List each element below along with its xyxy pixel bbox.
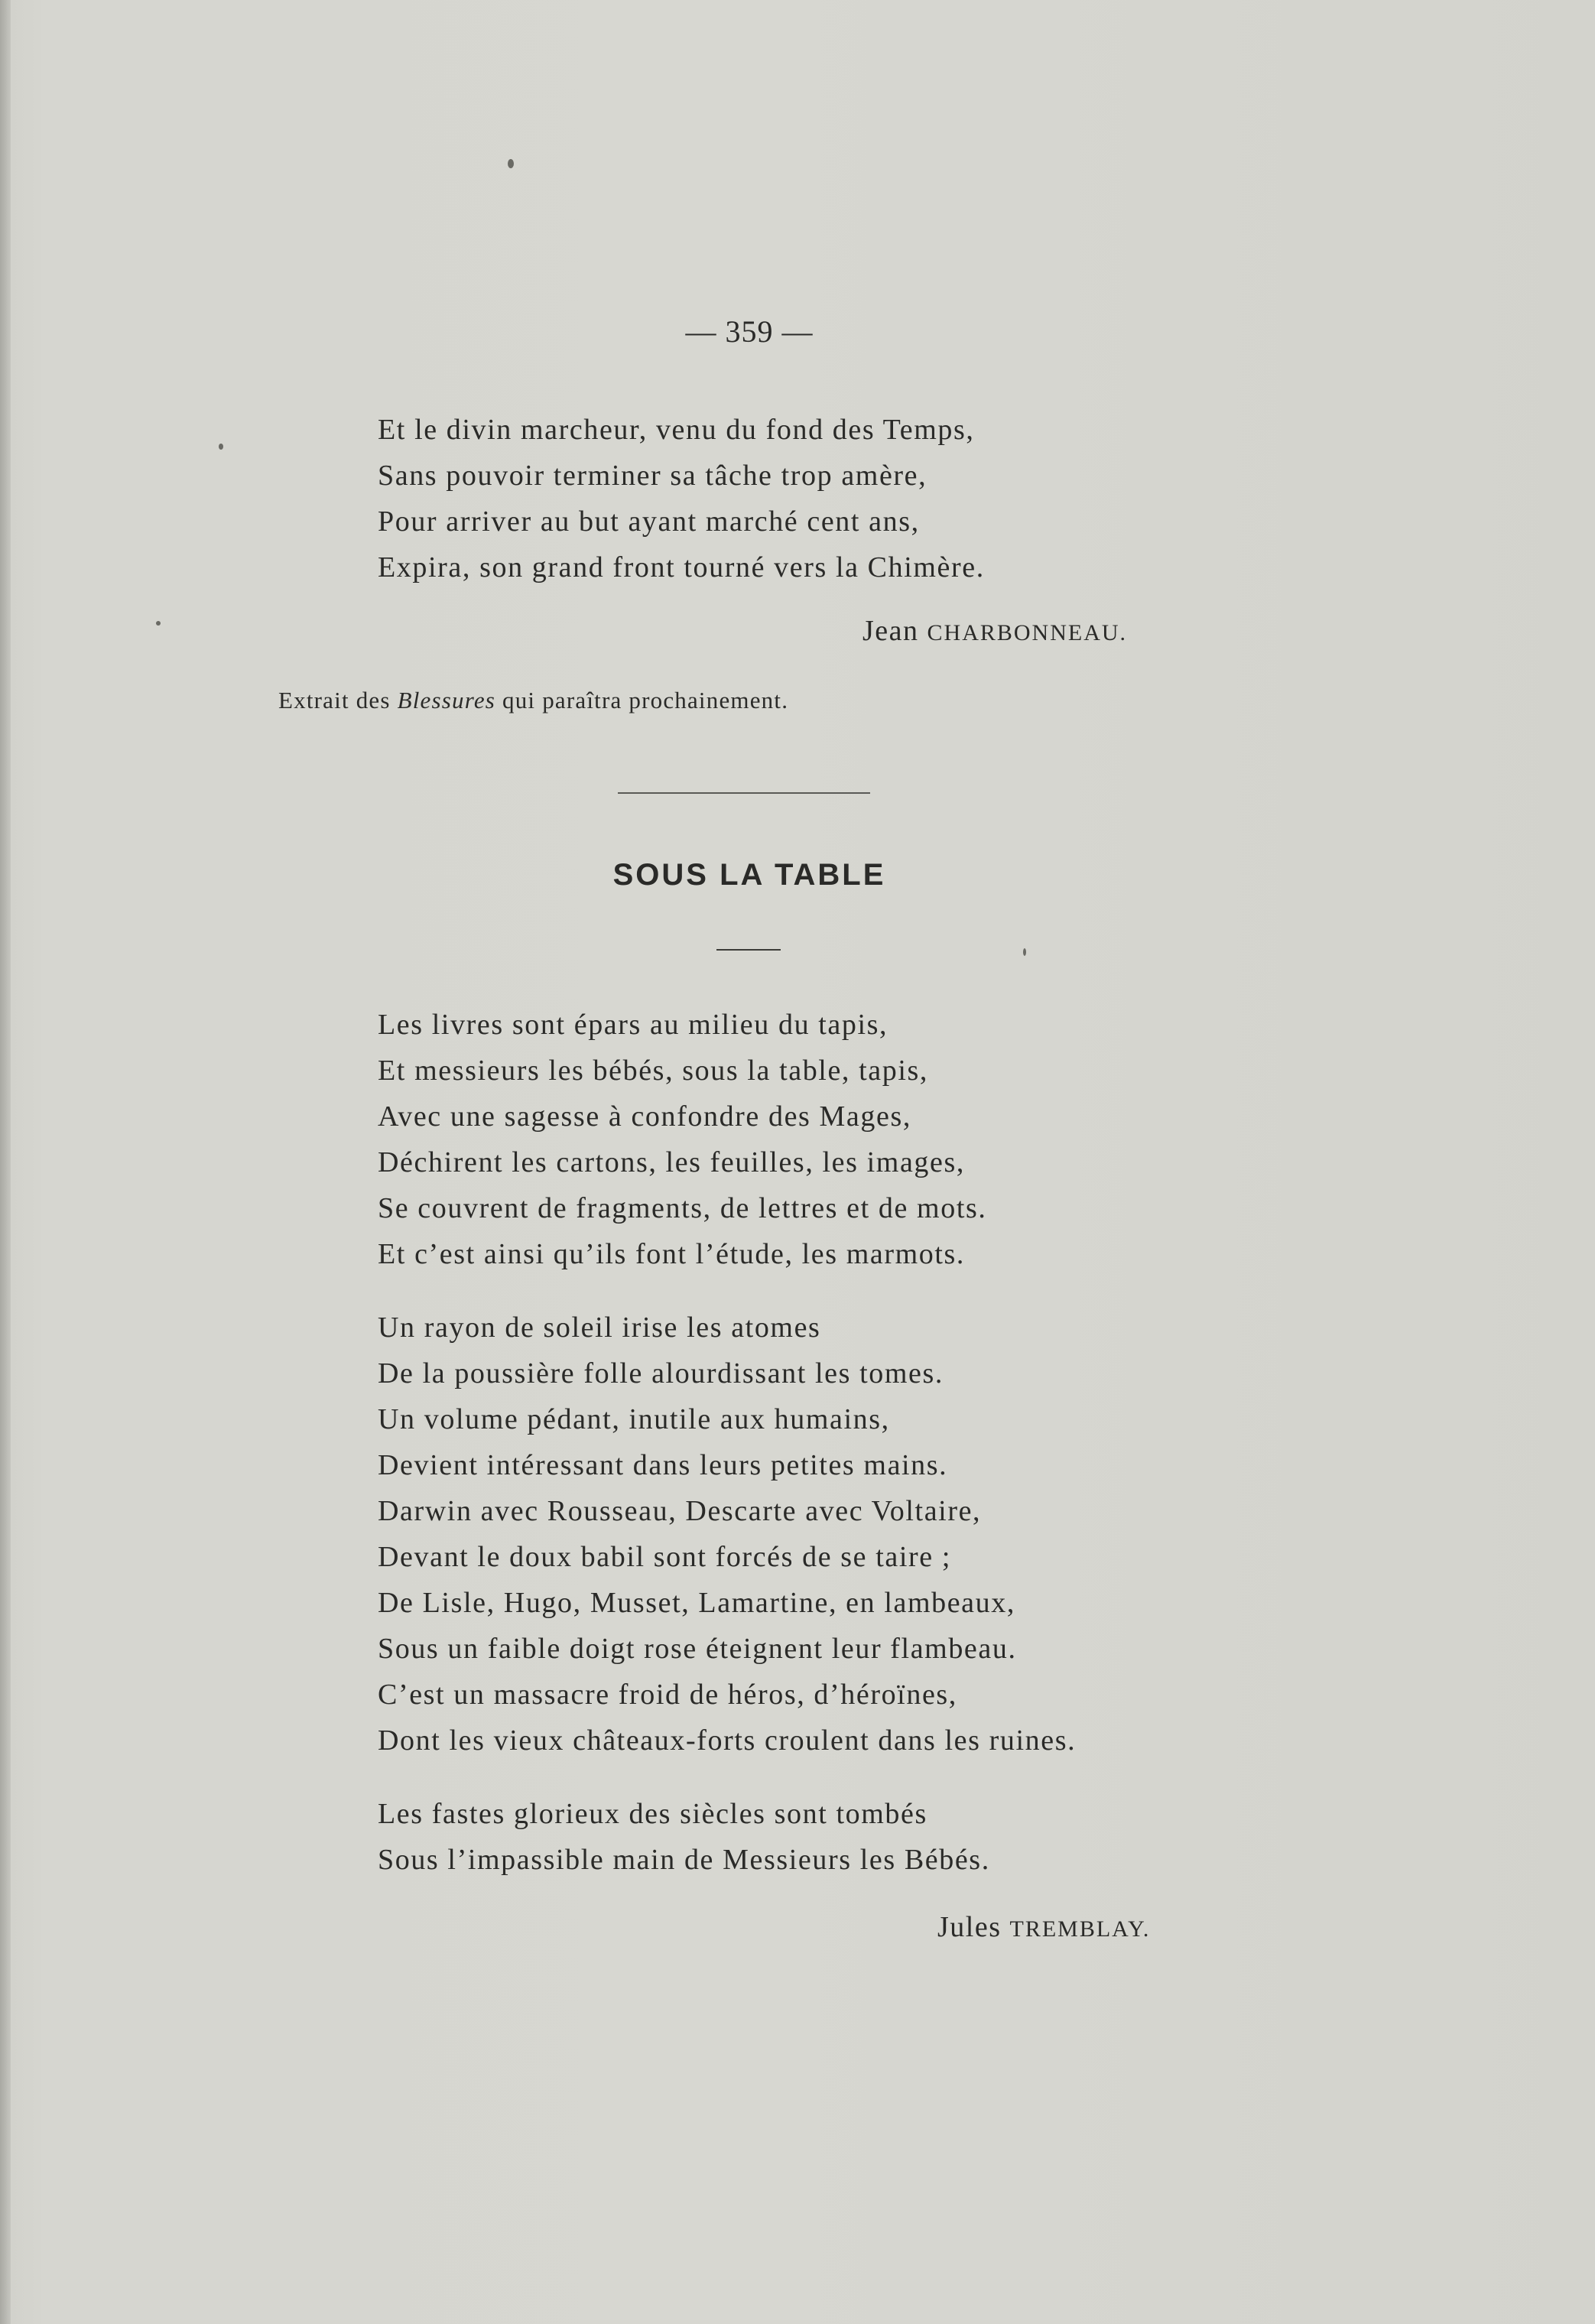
verse-line: C’est un massacre froid de héros, d’héroïnes, [378, 1679, 957, 1711]
author-last-name: TREMBLAY. [1009, 1916, 1151, 1942]
author-first-name: Jules [937, 1911, 1002, 1943]
author-signature-1 [862, 614, 1127, 648]
stanza-2 [378, 1002, 986, 1277]
verse-line: Les fastes glorieux des siècles sont tombés [378, 1798, 927, 1830]
paper-speck [156, 621, 161, 626]
verse-line: Avec une sagesse à confondre des Mages, [378, 1100, 911, 1133]
verse-line: Sans pouvoir terminer sa tâche trop amère, [378, 460, 927, 492]
paper-speck [1023, 948, 1026, 956]
paper-speck [219, 444, 223, 450]
stanza-1 [378, 407, 985, 590]
verse-line: Et c’est ainsi qu’ils font l’étude, les marmots. [378, 1238, 966, 1270]
poem-title: SOUS LA TABLE [612, 858, 886, 892]
verse-line: Devient intéressant dans leurs petites mains. [378, 1449, 948, 1481]
verse-line: De Lisle, Hugo, Musset, Lamartine, en lambeaux, [378, 1587, 1015, 1619]
source-note [278, 687, 788, 714]
stanza-3 [378, 1305, 1076, 1763]
author-signature-2 [937, 1910, 1150, 1944]
verse-line: Sous l’impassible main de Messieurs les Bébés. [378, 1844, 990, 1876]
note-text-after: qui paraîtra prochainement. [502, 687, 789, 713]
verse-line: Expira, son grand front tourné vers la Chimère. [378, 551, 985, 583]
verse-line: Et messieurs les bébés, sous la table, tapis, [378, 1055, 928, 1087]
verse-line: Sous un faible doigt rose éteignent leur flambeau. [378, 1633, 1017, 1665]
verse-line: Un rayon de soleil irise les atomes [378, 1312, 821, 1344]
verse-line: Et le divin marcheur, venu du fond des Temps, [378, 414, 975, 446]
verse-line: Dont les vieux châteaux-forts croulent dans les ruines. [378, 1724, 1077, 1757]
note-text-before: Extrait des [278, 687, 391, 713]
verse-line: Déchirent les cartons, les feuilles, les images, [378, 1146, 965, 1178]
page-number: — 359 — [685, 314, 814, 349]
author-first-name: Jean [862, 615, 919, 647]
verse-line: De la poussière folle alourdissant les tomes. [378, 1357, 944, 1390]
title-underline [716, 949, 781, 951]
verse-line: Se couvrent de fragments, de lettres et de mots. [378, 1192, 987, 1224]
verse-line: Les livres sont épars au milieu du tapis, [378, 1009, 888, 1041]
verse-line: Darwin avec Rousseau, Descarte avec Voltaire, [378, 1495, 982, 1527]
paper-speck [508, 159, 514, 168]
verse-line: Devant le doux babil sont forcés de se taire ; [378, 1541, 951, 1573]
author-last-name: CHARBONNEAU. [927, 620, 1128, 645]
note-book-title: Blessures [397, 687, 496, 713]
section-divider [618, 792, 870, 794]
verse-line: Pour arriver au but ayant marché cent ans, [378, 505, 920, 538]
stanza-4 [378, 1791, 990, 1883]
verse-line: Un volume pédant, inutile aux humains, [378, 1403, 890, 1435]
